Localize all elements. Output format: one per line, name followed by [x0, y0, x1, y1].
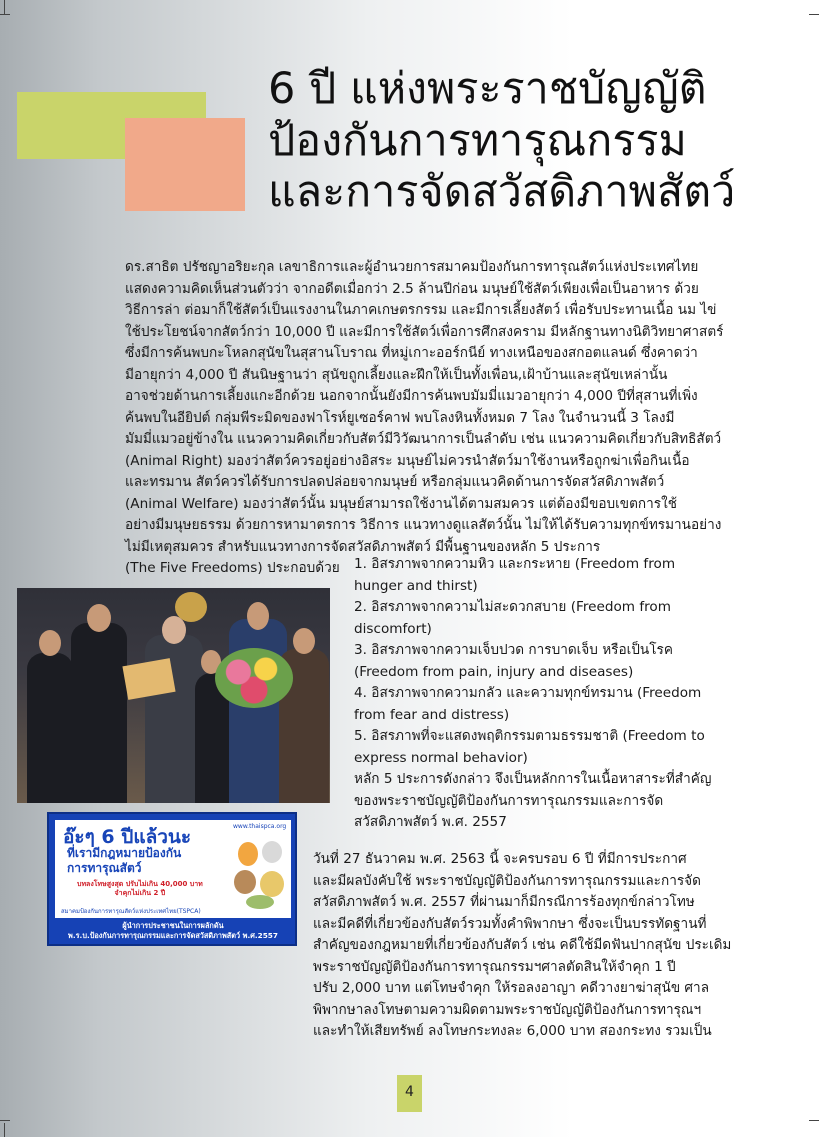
text-line: พิพากษาลงโทษตามความผิดตามพระราชบัญญัติป้องกันการทารุณฯ	[313, 1001, 702, 1018]
five-freedoms-list	[354, 554, 754, 834]
text-line: (Animal Welfare) มองว่าสัตว์นั้น มนุษย์สามารถใช้งานได้ตามสมควร แต่ต้องมีขอบเขตการใช้	[125, 495, 677, 512]
poster-organization: สมาคมป้องกันการทารุณสัตว์แห่งประเทศไทย(TSPCA)	[61, 908, 201, 915]
article-title	[268, 64, 808, 219]
text-line: ซึ่งมีการค้นพบกะโหลกสุนัขในสุสานโบราณ ที่หมู่เกาะออร์กนีย์ ทางเหนือของสกอตแลนด์ ซึ่งคาดว่า	[125, 345, 698, 361]
ceremony-photo	[17, 588, 330, 803]
text-line: แสดงความคิดเห็นส่วนตัวว่า จากอดีตเมื่อกว่า 2.5 ล้านปีก่อน มนุษย์ใช้สัตว์เพียงเพื่อเป็นอาหาร ด้วย	[125, 280, 699, 297]
title-line: และการจัดสวัสดิภาพสัตว์	[268, 167, 736, 218]
text-line: ดร.สาธิต ปรัชญาอริยะกุล เลขาธิการและผู้อำนวยการสมาคมป้องกันการทารุณสัตว์แห่งประเทศไทย	[125, 259, 699, 275]
person-head	[247, 602, 269, 630]
text-line: สำคัญของกฎหมายที่เกี่ยวข้องกับสัตว์ เช่น คดีใช้มีดฟันปากสุนัข ประเดิม	[313, 937, 732, 953]
body-anniversary	[313, 849, 753, 1043]
list-line: 5. อิสรภาพที่จะแสดงพฤติกรรมตามธรรมชาติ (Freedom to	[354, 728, 705, 744]
poster-footer-line: ผู้นำการประชาชนในการผลักดัน	[122, 921, 224, 930]
poster-footer	[53, 921, 293, 941]
text-line: ปรับ 2,000 บาท แต่โทษจำคุก ให้รอลงอาญา คดีวางยาฆ่าสุนัข ศาล	[313, 980, 710, 996]
text-line: ค้นพบในอียิปต์ กลุ่มพีระมิดของฟาโรห์ยูเซอร์คาฟ พบโลงหินทั้งหมด 7 โลง ในจำนวนนี้ 3 โลงมี	[125, 409, 675, 426]
crop-mark	[0, 1120, 10, 1121]
poster-penalty	[77, 880, 203, 898]
text-line: และมีคดีที่เกี่ยวข้องกับสัตว์รวมทั้งคำพิพากษา ซึ่งจะเป็นบรรทัดฐานที่	[313, 915, 707, 932]
text-line: มัมมี่แมวอยู่ข้างใน แนวความคิดเกี่ยวกับสัตว์มีวิวัฒนาการเป็นลำดับ เช่น แนวความคิดเกี่ยวกับสิทธิสัตว์	[125, 431, 722, 447]
text-line: ใช้ประโยชน์จากสัตว์กว่า 10,000 ปี และมีการใช้สัตว์เพื่อการศึกสงคราม มีหลักฐานทางนิติวิทยาศาสตร์	[125, 323, 724, 340]
crop-mark	[809, 14, 819, 15]
list-line: 2. อิสรภาพจากความไม่สะดวกสบาย (Freedom from	[354, 599, 671, 615]
crop-mark	[0, 14, 10, 15]
list-line: สวัสดิภาพสัตว์ พ.ศ. 2557	[354, 814, 507, 830]
poster-law-line: ที่เรามีกฎหมายป้องกัน	[67, 846, 182, 860]
poster-url: www.thaispca.org	[233, 823, 287, 830]
crop-mark	[4, 1123, 5, 1137]
text-line: ไม่มีเหตุสมควร สำหรับแนวทางการจัดสวัสดิภาพสัตว์ มีพื้นฐานของหลัก 5 ประการ	[125, 538, 601, 555]
person-head	[39, 630, 61, 656]
poster-headline: อ๊ะๆ 6 ปีแล้วนะ	[63, 826, 192, 848]
text-line: และทำให้เสียทรัพย์ ลงโทษกระทงละ 6,000 บาท สองกระทง รวมเป็น	[313, 1023, 712, 1039]
text-line: (Animal Right) มองว่าสัตว์ควรอยู่อย่างอิสระ มนุษย์ไม่ควรนำสัตว์มาใช้งานหรือถูกฆ่าเพื่อกินเนื้อ	[125, 452, 690, 469]
poster-law-line: การทารุณสัตว์	[67, 861, 142, 875]
crop-mark	[4, 0, 5, 14]
text-line: (The Five Freedoms) ประกอบด้วย	[125, 560, 340, 576]
poster-footer-line: พ.ร.บ.ป้องกันการทารุณกรรมและการจัดสวัสดิภาพสัตว์ พ.ศ.2557	[68, 931, 278, 940]
text-line: สวัสดิภาพสัตว์ พ.ศ. 2557 ที่ผ่านมาก็มีกรณีการร้องทุกข์กล่าวโทษ	[313, 894, 695, 910]
person-head	[293, 628, 315, 654]
text-line: มีอายุกว่า 4,000 ปี สันนิษฐานว่า สุนัขถูกเลี้ยงและฝึกให้เป็นทั้งเพื่อน,เฝ้าบ้านและสุนัขเหล่านั้น	[125, 366, 668, 383]
campaign-poster	[47, 812, 297, 946]
person-figure	[27, 653, 73, 803]
page-number: 4	[405, 1084, 414, 1100]
text-line: อย่างมีมนุษยธรรม ด้วยการหามาตรการ วิธีการ แนวทางดูแลสัตว์นั้น ไม่ให้ได้รับความทุกข์ทรมานอย่าง	[125, 517, 722, 533]
list-line: 4. อิสรภาพจากความกลัว และความทุกข์ทรมาน (Freedom	[354, 685, 702, 701]
list-line: หลัก 5 ประการดังกล่าว จึงเป็นหลักการในเนื้อหาสาระที่สำคัญ	[354, 771, 712, 787]
person-head	[162, 616, 186, 644]
body-intro	[125, 257, 745, 580]
poster-penalty-line: จำคุกไม่เกิน 2 ปี	[114, 889, 166, 897]
person-head	[87, 604, 111, 632]
title-line: 6 ปี แห่งพระราชบัญญัติ	[268, 64, 707, 114]
list-line: from fear and distress)	[354, 706, 510, 723]
text-line: และทรมาน สัตว์ควรได้รับการปลดปล่อยจากมนุษย์ หรือกลุ่มแนวคิดด้านการจัดสวัสดิภาพสัตว์	[125, 474, 665, 490]
poster-penalty-line: บทลงโทษสูงสุด ปรับไม่เกิน 40,000 บาท	[77, 880, 203, 888]
crop-mark	[809, 1120, 819, 1121]
text-line: อาจช่วยด้านการเลี้ยงแกะอีกด้วย นอกจากนั้นยังมีการค้นพบมัมมี่แมวอายุกว่า 4,000 ปีที่สุสานที่เพิ่ง	[125, 388, 698, 404]
list-line: ของพระราชบัญญัติป้องกันการทารุณกรรมและการจัด	[354, 792, 664, 809]
flower-bouquet	[215, 648, 293, 708]
poster-panel	[55, 820, 291, 918]
page-number-box	[397, 1075, 422, 1112]
list-line: 3. อิสรภาพจากความเจ็บปวด การบาดเจ็บ หรือเป็นโรค	[354, 642, 673, 658]
text-line: วันที่ 27 ธันวาคม พ.ศ. 2563 นี้ จะครบรอบ 6 ปี ที่มีการประกาศ	[313, 851, 687, 867]
list-line: 1. อิสรภาพจากความหิว และกระหาย (Freedom from	[354, 556, 676, 572]
list-line: discomfort)	[354, 620, 432, 637]
list-line: hunger and thirst)	[354, 577, 478, 594]
text-line: พระราชบัญญัติป้องกันการทารุณกรรมฯศาลตัดสินให้จำคุก 1 ปี	[313, 958, 676, 975]
title-line: ป้องกันการทารุณกรรม	[268, 115, 687, 166]
poster-law-text	[67, 846, 181, 876]
text-line: และมีผลบังคับใช้ พระราชบัญญัติป้องกันการทารุณกรรมและการจัด	[313, 872, 701, 889]
text-line: วิธีการล่า ต่อมาก็ใช้สัตว์เป็นแรงงานในภาคเกษตรกรรม และมีการเลี้ยงสัตว์ เพื่อรับประทานเนื้อ นม ไข่	[125, 302, 717, 318]
person-figure	[71, 623, 127, 803]
list-line: (Freedom from pain, injury and diseases)	[354, 663, 634, 680]
decorative-orange-block	[125, 118, 245, 211]
animals-illustration-icon	[230, 832, 290, 910]
list-line: express normal behavior)	[354, 749, 528, 766]
